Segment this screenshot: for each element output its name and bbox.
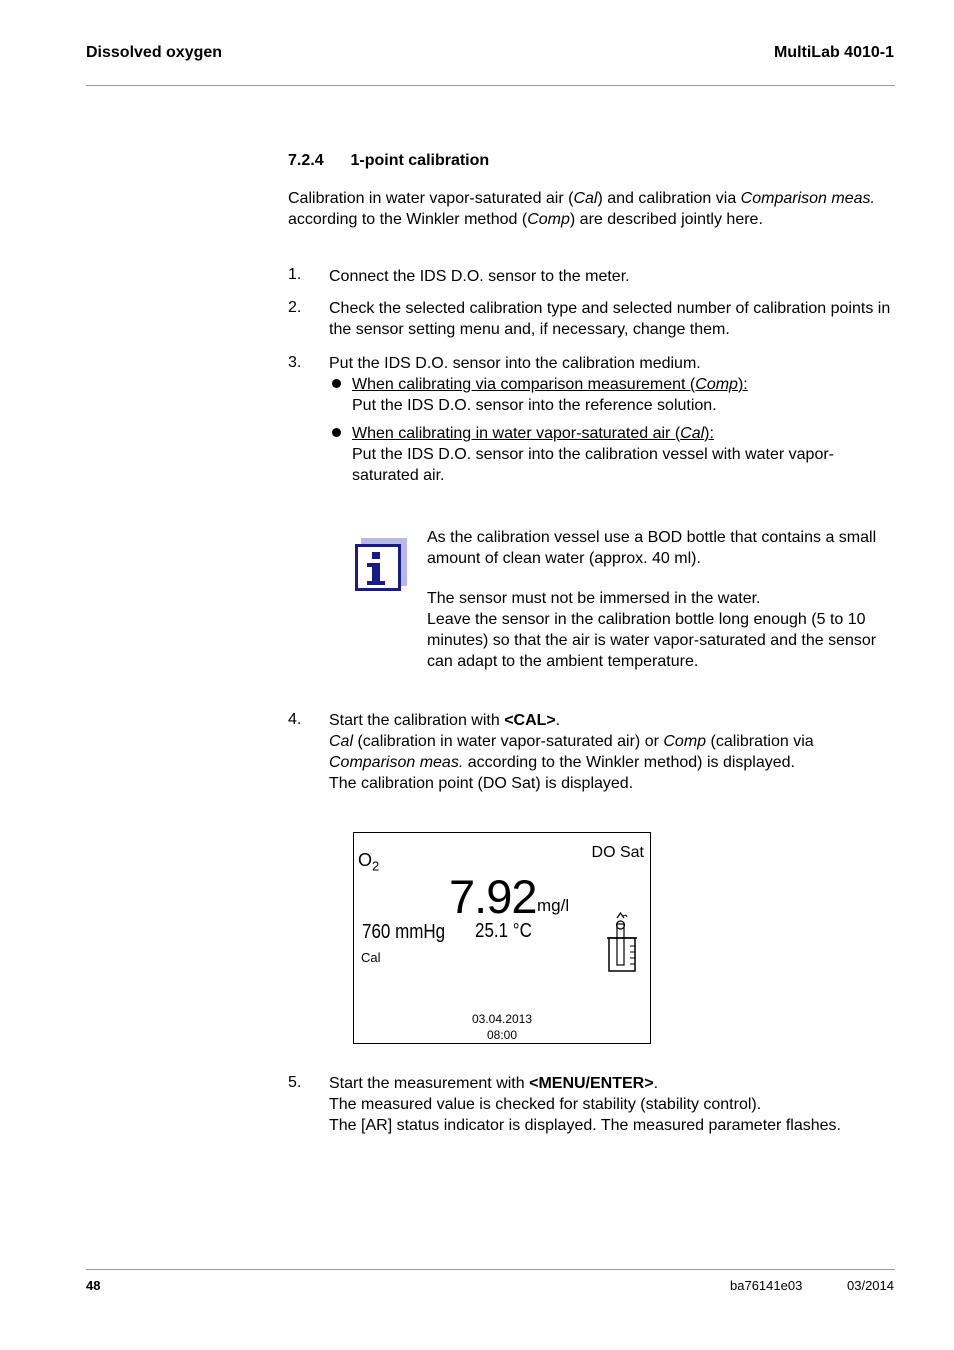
intro-cal: Cal — [573, 190, 598, 207]
display-temperature: 25.1 °C — [475, 920, 532, 942]
info-icon — [355, 538, 407, 592]
display-pressure: 760 mmHg — [362, 921, 446, 943]
note-paragraph: As the calibration vessel use a BOD bottle that contains a small amount of clean water (approx. 40 ml). — [427, 529, 877, 567]
display-cal-label: Cal — [361, 950, 381, 965]
section-number: 7.2.4 — [288, 152, 324, 169]
intro-text: ) and calibration via — [597, 190, 741, 207]
step-number: 2. — [288, 299, 302, 316]
step-text: Check the selected calibration type and selected number of calibration points in the sensor setting menu and, if necessary, change them. — [329, 300, 891, 338]
doc-date: 03/2014 — [847, 1278, 894, 1293]
note-paragraph — [427, 588, 892, 672]
note-text: The sensor must not be immersed in the water. — [427, 590, 761, 607]
display-parameter: $O_2$ — [358, 850, 380, 874]
step-text: Start the calibration with <CAL>. Cal (calibration in water vapor-saturated air) or Comp (calibration via Comparison meas. according to the Winkler method) is displayed. The calibration point (DO Sat) is displayed. — [329, 712, 814, 792]
header-rule — [86, 85, 895, 86]
bullet-icon — [332, 379, 341, 388]
intro-text: according to the Winkler method ( — [288, 211, 528, 228]
section-title: 1-point calibration — [350, 152, 490, 169]
bullet-item — [352, 374, 897, 416]
section-heading — [288, 152, 489, 170]
note-text: Leave the sensor in the calibration bottle long enough (5 to 10 minutes) so that the air is water vapor-saturated and the sensor can adapt to the ambient temperature. — [427, 611, 877, 670]
bullet-item — [352, 423, 897, 486]
display-value: 7.92 — [449, 870, 537, 923]
step-number: 5. — [288, 1074, 302, 1091]
display-unit: mg/l — [537, 896, 570, 915]
bullet-text: Put the IDS D.O. sensor into the calibration vessel with water vapor-saturated air. — [352, 446, 834, 484]
calibration-vessel-icon — [607, 912, 639, 974]
display-datetime — [354, 1011, 650, 1043]
intro-text: Calibration in water vapor-saturated air ( — [288, 190, 574, 207]
intro-text: ) are described jointly here. — [569, 211, 763, 228]
display-time: 08:00 — [486, 1028, 518, 1042]
doc-number: ba76141e03 — [730, 1278, 803, 1293]
intro-comparison: Comparison meas. — [740, 190, 875, 207]
intro-paragraph — [288, 188, 888, 230]
step-text: Put the IDS D.O. sensor into the calibration medium. — [329, 355, 701, 372]
intro-comp: Comp — [527, 211, 570, 228]
bullet-icon — [332, 428, 341, 437]
meter-display — [353, 832, 651, 1044]
key-menu-enter: <MENU/ENTER> — [529, 1075, 654, 1092]
display-date: 03.04.2013 — [471, 1012, 533, 1026]
bullet-heading: When calibrating via comparison measurement (Comp): — [352, 376, 748, 393]
header-product: MultiLab 4010-1 — [773, 44, 894, 61]
key-cal: <CAL> — [504, 712, 556, 729]
page-number: 48 — [86, 1278, 101, 1293]
bullet-text: Put the IDS D.O. sensor into the reference solution. — [352, 397, 717, 414]
step-number: 3. — [288, 354, 302, 371]
step-number: 4. — [288, 711, 302, 728]
display-mode: DO Sat — [591, 844, 644, 861]
footer-rule — [86, 1269, 895, 1270]
bullet-heading: When calibrating in water vapor-saturated air (Cal): — [352, 425, 714, 442]
header-title: Dissolved oxygen — [86, 44, 223, 61]
step-number: 1. — [288, 266, 302, 283]
step-text: Start the measurement with <MENU/ENTER>. The measured value is checked for stability (stability control). The [AR] status indicator is displayed. The measured parameter flashes. — [329, 1075, 841, 1134]
step-text: Connect the IDS D.O. sensor to the meter. — [329, 268, 630, 285]
